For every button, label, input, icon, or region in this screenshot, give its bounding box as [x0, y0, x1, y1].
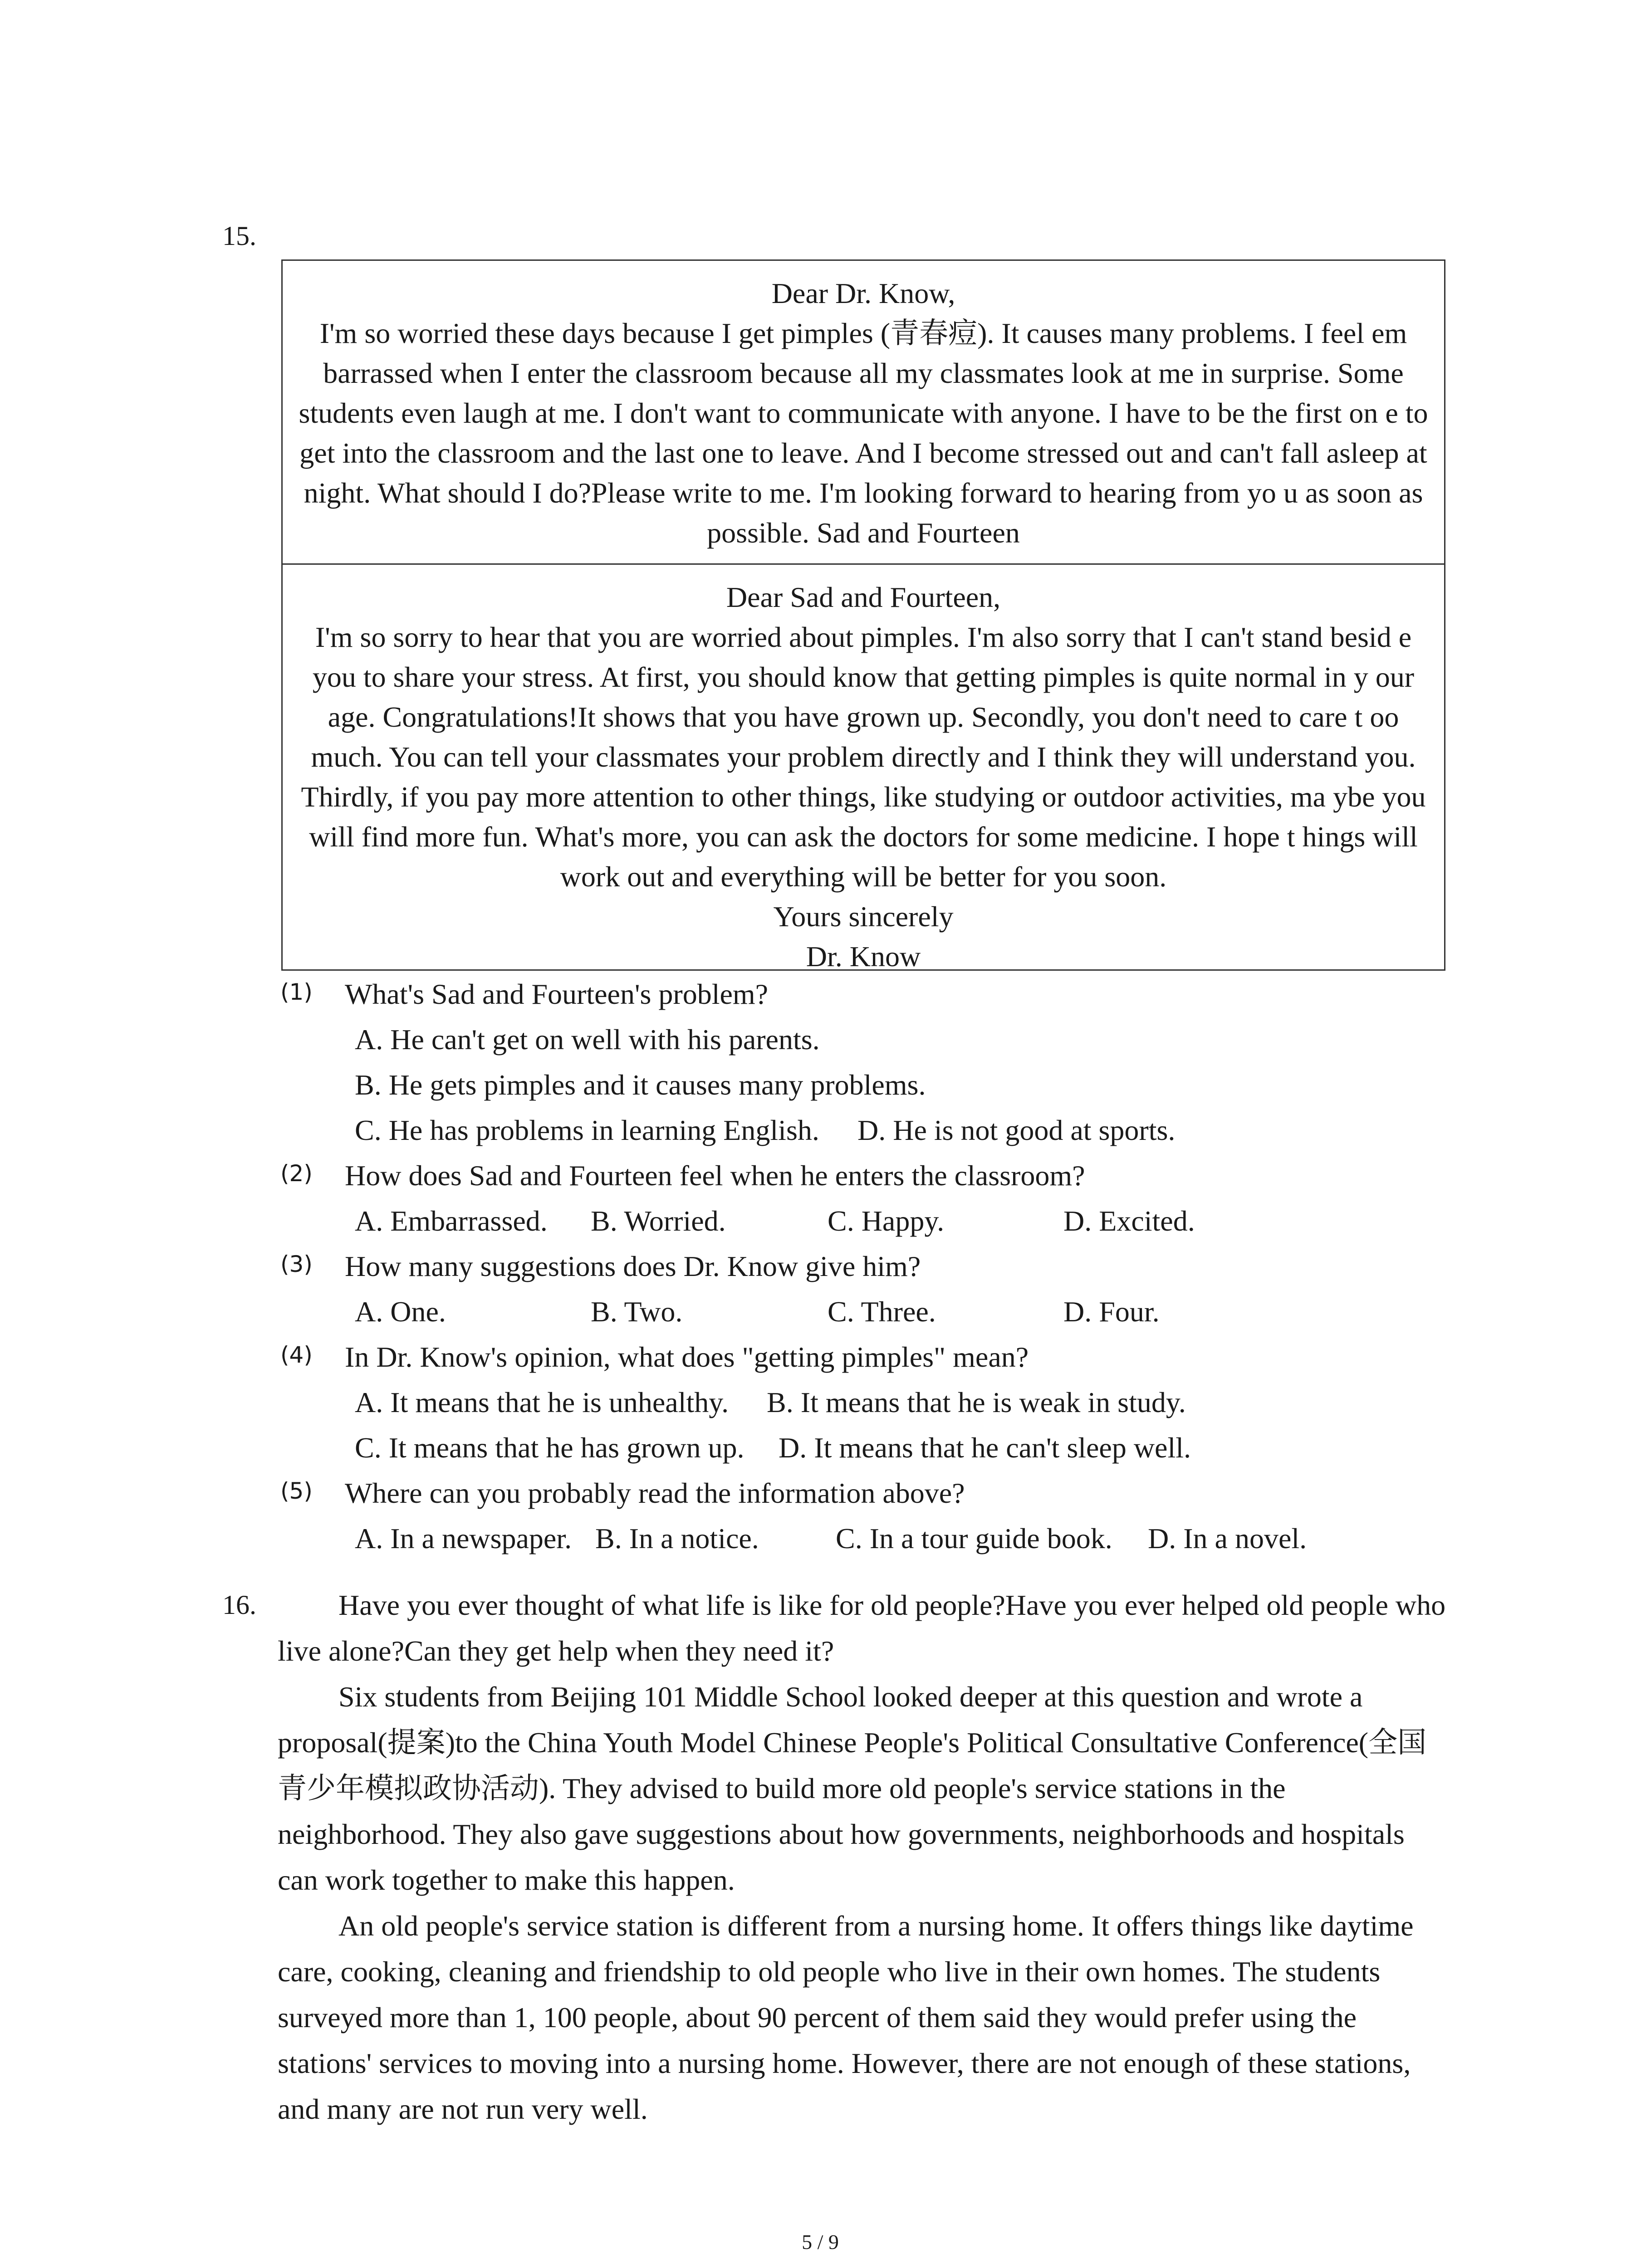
passage-paragraph-1: Have you ever thought of what life is like for old people?Have you ever helped old people who live alone?Can they get help when they need it?	[278, 1589, 1446, 1667]
subquestion-5-text: Where can you probably read the information above?	[345, 1477, 965, 1509]
subquestion-5-label: (5)	[280, 1478, 313, 1504]
subquestion-1-option-b: B. He gets pimples and it causes many problems.	[355, 1069, 926, 1101]
subquestion-2-option-c: C. Happy.	[828, 1205, 945, 1237]
letter1-greeting: Dear Dr. Know,	[771, 277, 955, 309]
subquestion-4-option-c: C. It means that he has grown up.	[355, 1432, 745, 1464]
letter-from-sad-and-fourteen	[283, 261, 1444, 563]
question-number-16: 16.	[222, 1590, 256, 1620]
letter-from-dr-know	[283, 563, 1444, 985]
subquestion-1-option-a: A. He can't get on well with his parents.	[355, 1023, 820, 1056]
question-number-15: 15.	[222, 221, 256, 251]
subquestion-2-option-d: D. Excited.	[1063, 1205, 1195, 1237]
subquestion-1-label: (1)	[280, 979, 313, 1005]
subquestion-1-text: What's Sad and Fourteen's problem?	[345, 978, 769, 1010]
passage-paragraph-2: Six students from Beijing 101 Middle School looked deeper at this question and wrote a proposal(提案)to the China Youth Model Chinese People's Political Consultative Conference(全国青少年模拟政协活动). They advised to build more old people's service stations in the neighborhood. They also gave suggestions about how governments, neighborhoods and hospitals can work together to make this happen.	[278, 1681, 1427, 1896]
subquestion-4-text: In Dr. Know's opinion, what does "getting pimples" mean?	[345, 1341, 1029, 1373]
reading-passage	[278, 1582, 1448, 2132]
subquestion-3-option-d: D. Four.	[1063, 1295, 1160, 1328]
subquestion-4-option-d: D. It means that he can't sleep well.	[779, 1432, 1191, 1464]
subquestion-3-text: How many suggestions does Dr. Know give him?	[345, 1250, 921, 1282]
subquestion-4-label: (4)	[280, 1342, 313, 1368]
subquestion-4-option-b: B. It means that he is weak in study.	[767, 1386, 1186, 1418]
letter2-signature: Dr. Know	[806, 940, 921, 973]
subquestion-2-option-b: B. Worried.	[591, 1205, 726, 1237]
letter2-body: I'm so sorry to hear that you are worried about pimples. I'm also sorry that I can't stand besid e you to share your stress. At first, you should know that getting pimples is quite normal in y our age. Congratulations!It shows that you have grown up. Secondly, you don't need to care t oo much. You can tell your classmates your problem directly and I think they will understand you. Thirdly, if you pay more attention to other things, like studying or outdoor activities, ma ybe you will find more fun. What's more, you can ask the doctors for some medicine. I hope t hings will work out and everything will be better for you soon.	[301, 621, 1426, 893]
subquestion-4-option-a: A. It means that he is unhealthy.	[355, 1386, 729, 1418]
subquestion-5-option-c: C. In a tour guide book.	[836, 1522, 1112, 1554]
subquestion-5-option-b: B. In a notice.	[595, 1522, 759, 1554]
subquestion-2-label: (2)	[280, 1160, 313, 1187]
letter1-body: I'm so worried these days because I get pimples (青春痘). It causes many problems. I feel em barrassed when I enter the classroom because all my classmates look at me in surprise. Some students even laugh at me. I don't want to communicate with anyone. I have to be the first on e to get into the classroom and the last one to leave. And I become stressed out and can't fall asleep at night. What should I do?Please write to me. I'm looking forward to hearing from yo u as soon as possible. Sad and Fourteen	[299, 317, 1428, 549]
subquestion-3-label: (3)	[280, 1251, 313, 1277]
passage-paragraph-3: An old people's service station is different from a nursing home. It offers things like daytime care, cooking, cleaning and friendship to old people who live in their own homes. The students surveyed more than 1, 100 people, about 90 percent of them said they would prefer using the stations' services to moving into a nursing home. However, there are not enough of these stations, and many are not run very well.	[278, 1910, 1414, 2125]
page-number: 5 / 9	[802, 2230, 839, 2253]
subquestion-3-option-c: C. Three.	[828, 1295, 936, 1328]
subquestion-2-option-a: A. Embarrassed.	[355, 1205, 548, 1237]
subquestion-1-option-c: C. He has problems in learning English.	[355, 1114, 819, 1146]
subquestion-5-option-d: D. In a novel.	[1148, 1522, 1307, 1554]
subquestion-5-option-a: A. In a newspaper.	[355, 1522, 572, 1554]
subquestion-3-option-a: A. One.	[355, 1295, 446, 1328]
letter2-closing: Yours sincerely	[773, 900, 954, 933]
subquestion-3-option-b: B. Two.	[591, 1295, 683, 1328]
subquestion-2-text: How does Sad and Fourteen feel when he enters the classroom?	[345, 1159, 1085, 1192]
subquestion-1-option-d: D. He is not good at sports.	[857, 1114, 1176, 1146]
letter2-greeting: Dear Sad and Fourteen,	[726, 581, 1001, 613]
letter-table	[281, 259, 1445, 971]
